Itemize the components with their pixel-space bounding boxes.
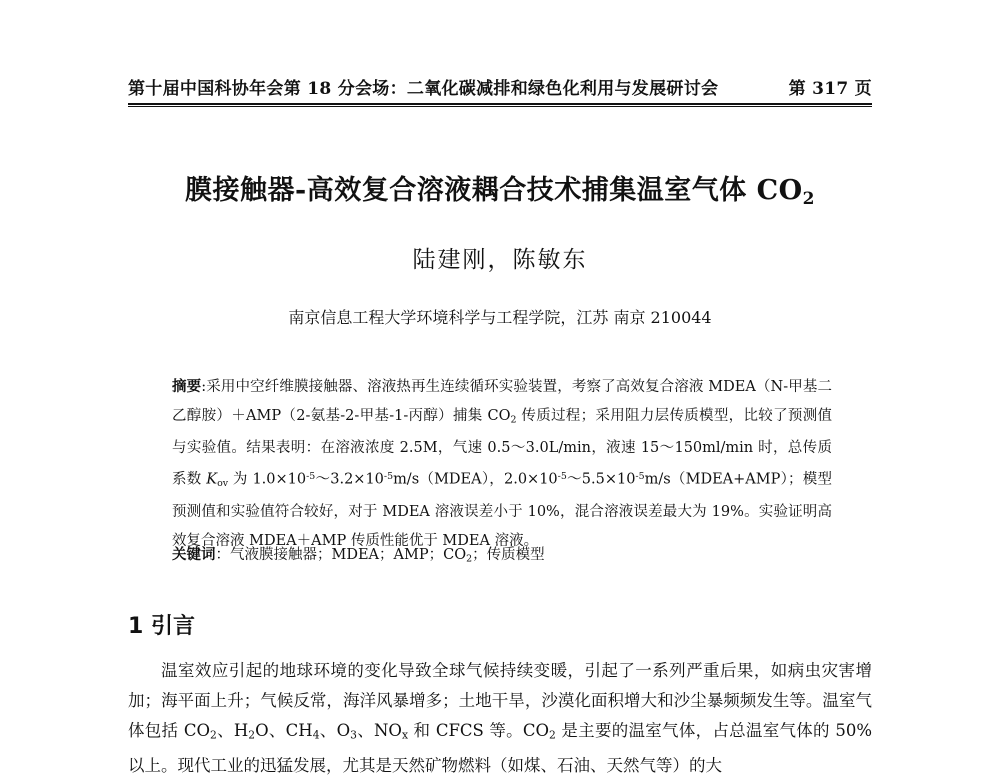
abstract-text-1: :采用中空纤维膜接触器、溶液热再生连续循环实验装置，考察了高效复合溶液 MDEA（N-甲基二乙醇胺）＋AMP（2-氨基-2-甲基-1-丙醇）捕集 CO bbox=[172, 379, 833, 424]
intro-sub-3: 4 bbox=[312, 728, 320, 742]
affiliation: 南京信息工程大学环境科学与工程学院，江苏 南京 210044 bbox=[288, 308, 712, 327]
intro-sub-5: x bbox=[401, 728, 408, 742]
authors: 陆建刚，陈敏东 bbox=[412, 247, 588, 273]
intro-text-5: 、NO bbox=[356, 721, 402, 740]
intro-text-2: 、H bbox=[216, 721, 249, 740]
abstract-k-sub: ov bbox=[217, 477, 229, 489]
abstract-text-6: ～5.5×10 bbox=[566, 471, 636, 488]
abstract-text-2: 传质过程；采用阻力层传质模型，比较了预测值与实验值。结果表明：在溶液浓度 2.5M，气速 0.5～3.0L/min，液速 15～150ml/min 时，总传质系数 bbox=[172, 407, 833, 488]
abstract bbox=[172, 373, 832, 555]
keywords-sub-co2: 2 bbox=[466, 553, 473, 565]
intro-sub-4: 3 bbox=[350, 728, 357, 742]
intro-paragraph bbox=[128, 656, 872, 781]
abstract-exp-4: -5 bbox=[635, 470, 645, 482]
header-page-number: 第 317 页 bbox=[788, 79, 872, 99]
header-rule bbox=[128, 106, 872, 107]
paper-title bbox=[0, 168, 1000, 209]
abstract-label: 摘要 bbox=[172, 378, 202, 395]
intro-text-1: 温室效应引起的地球环境的变化导致全球气候持续变暖，引起了一系列严重后果，如病虫灾害增加；海平面上升；气候反常，海洋风暴增多；土地干旱，沙漠化面积增大和沙尘暴频频发生等。温室气体包括 CO bbox=[128, 661, 872, 740]
running-header bbox=[128, 74, 872, 105]
intro-text-6: 和 CFCS 等。CO bbox=[408, 721, 550, 740]
intro-sub-2: 2 bbox=[248, 728, 256, 742]
intro-text-4: 、O bbox=[319, 721, 351, 740]
abstract-k-symbol: K bbox=[206, 471, 218, 488]
keywords-text: ：气液膜接触器；MDEA；AMP；CO bbox=[215, 547, 467, 563]
intro-sub-6: 2 bbox=[549, 728, 556, 742]
abstract-text-3: 为 1.0×10 bbox=[228, 471, 307, 488]
abstract-exp-3: -5 bbox=[557, 470, 567, 482]
intro-text-3: O、CH bbox=[255, 721, 313, 740]
intro-sub-1: 2 bbox=[210, 728, 217, 742]
abstract-sub-co2: 2 bbox=[510, 413, 517, 425]
keywords bbox=[172, 541, 832, 573]
abstract-exp-2: -5 bbox=[383, 470, 394, 482]
abstract-text-7: m/s（MDEA+AMP）；模型预测值和实验值符合较好，对于 MDEA 溶液误差小于 10%，混合溶液误差最大为 19%。实验证明高效复合溶液 MDEA＋AMP 传质性能优于 MDEA 溶液。 bbox=[172, 471, 832, 549]
abstract-text-5: m/s（MDEA），2.0×10 bbox=[393, 471, 558, 488]
header-conference: 第十届中国科协年会第 18 分会场：二氧化碳减排和绿色化利用与发展研讨会 bbox=[128, 79, 719, 99]
section-heading: 1 引言 bbox=[128, 614, 195, 639]
intro-text-7: 是主要的温室气体，占总温室气体的 50%以上。现代工业的迅猛发展，尤其是天然矿物燃料（如煤、石油、天然气等）的大 bbox=[128, 721, 872, 775]
abstract-text-4: ～3.2×10 bbox=[315, 471, 384, 488]
keywords-label: 关键词 bbox=[172, 546, 216, 563]
keywords-text-end: ；传质模型 bbox=[472, 547, 545, 563]
title-subscript: 2 bbox=[802, 189, 815, 209]
title-text: 膜接触器-高效复合溶液耦合技术捕集温室气体 CO bbox=[185, 175, 803, 206]
abstract-exp-1: -5 bbox=[306, 470, 316, 482]
